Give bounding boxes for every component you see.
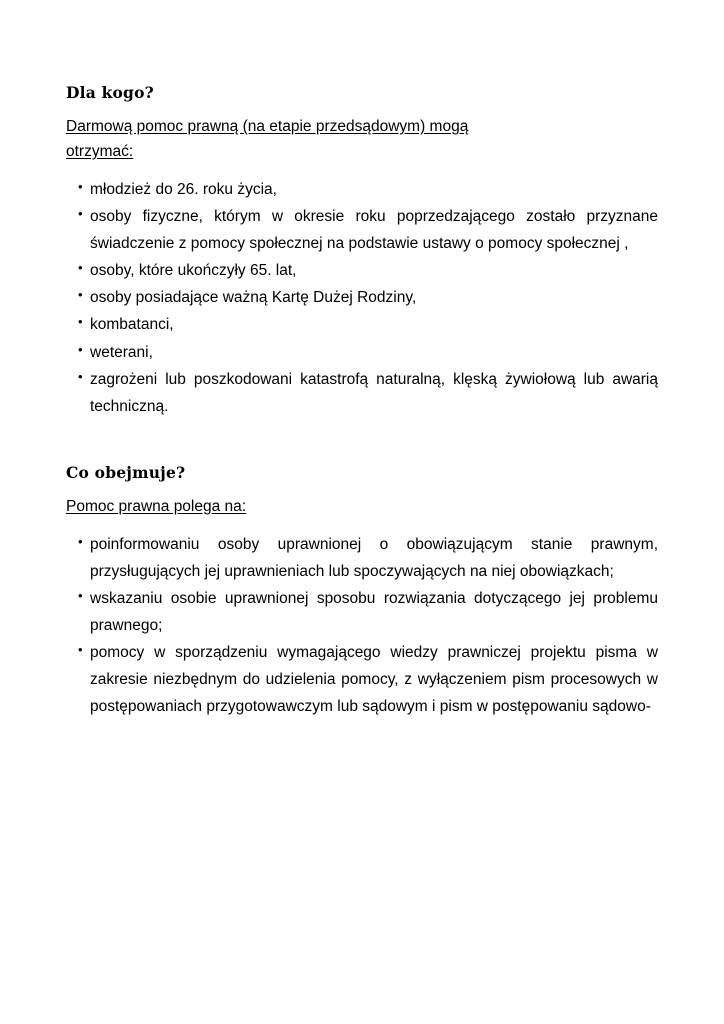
section-heading-dla-kogo: Dla kogo? [66, 83, 154, 102]
list-item: • osoby posiadające ważną Kartę Dużej Rodziny, [78, 284, 658, 311]
list-item: • młodzież do 26. roku życia, [78, 176, 658, 203]
bullet-list-co-obejmuje [66, 531, 658, 721]
list-item: • kombatanci, [78, 311, 658, 338]
section-divider-space [66, 420, 658, 440]
lead-line: otrzymać: [66, 142, 134, 160]
lead-line: Darmową pomoc prawną (na etapie przedsądowym) mogą [66, 117, 469, 135]
list-item: • zagrożeni lub poszkodowani katastrofą naturalną, klęską żywiołową lub awarią techniczną. [78, 366, 658, 420]
lead-line: Pomoc prawna polega na: [66, 497, 247, 515]
section-heading-co-obejmuje: Co obejmuje? [66, 462, 186, 482]
list-item: • wskazaniu osobie uprawnionej sposobu rozwiązania dotyczącego jej problemu prawnego; [78, 585, 658, 639]
document-body [66, 84, 658, 721]
list-item: • osoby fizyczne, którym w okresie roku poprzedzającego zostało przyznane świadczenie z pomocy społecznej na podstawie ustawy o pomocy społecznej , [78, 203, 658, 257]
lead-paragraph-co-obejmuje [66, 494, 658, 519]
section-dla-kogo [66, 84, 658, 420]
bullet-list-dla-kogo [66, 176, 658, 420]
list-item: • poinformowaniu osoby uprawnionej o obowiązującym stanie prawnym, przysługujących jej uprawnieniach lub spoczywających na niej obowiązkach; [78, 531, 658, 585]
list-item: • weterani, [78, 339, 658, 366]
section-co-obejmuje [66, 464, 658, 721]
list-item: • pomocy w sporządzeniu wymagającego wiedzy prawniczej projektu pisma w zakresie niezbędnym do udzielenia pomocy, z wyłączeniem pism procesowych w postępowaniach przygotowawczym lub sądowym i pism w postępowaniu sądowo- [78, 639, 658, 720]
list-item: • osoby, które ukończyły 65. lat, [78, 257, 658, 284]
lead-paragraph-dla-kogo [66, 114, 658, 164]
